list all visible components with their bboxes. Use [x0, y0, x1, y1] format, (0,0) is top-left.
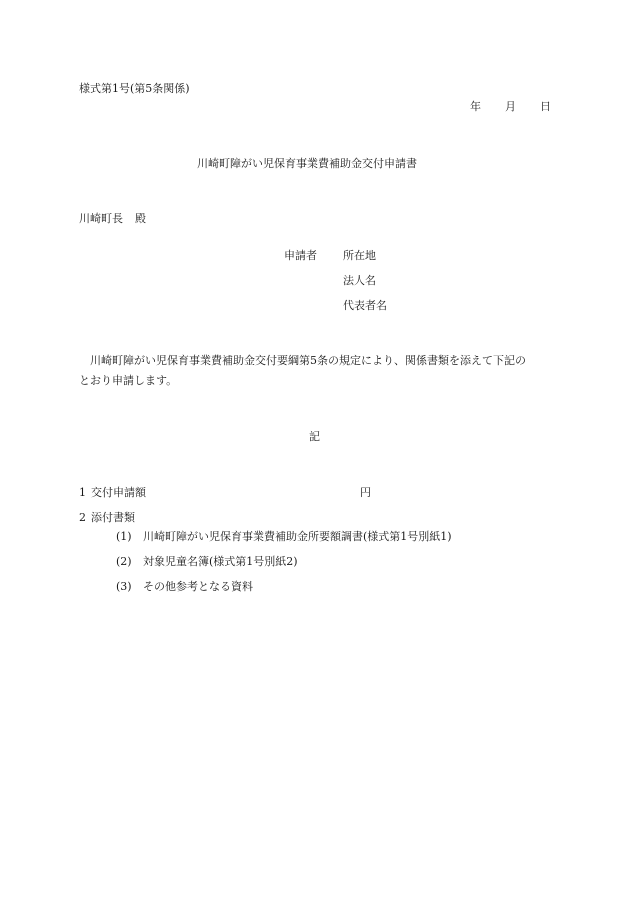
attachment-2-number: (2) [116, 555, 132, 568]
body-line-2: とおり申請します。 [79, 374, 178, 387]
applicant-address-label: 所在地 [343, 249, 376, 262]
date-year: 年 [470, 100, 481, 113]
attachment-2-text: 対象児童名簿(様式第1号別紙2) [143, 555, 298, 568]
item1-label: 交付申請額 [91, 486, 146, 499]
date-day: 日 [540, 100, 551, 113]
addressee [79, 212, 146, 226]
document-title: 川崎町障がい児保育事業費補助金交付申請書 [197, 157, 417, 170]
applicant-rep-label: 代表者名 [343, 299, 387, 312]
ki-heading: 記 [309, 430, 320, 443]
attachment-3-text: その他参考となる資料 [143, 580, 253, 593]
addressee-name: 川崎町長 [79, 212, 123, 225]
item1-unit: 円 [360, 486, 371, 499]
form-number: 様式第1号(第5条関係) [79, 82, 190, 95]
attachment-1-number: (1) [116, 530, 132, 543]
date-line [470, 100, 551, 114]
item1-number: 1 [79, 486, 86, 499]
date-month: 月 [505, 100, 516, 113]
attachment-3-number: (3) [116, 580, 132, 593]
addressee-honorific: 殿 [135, 212, 146, 225]
item2-number: 2 [79, 511, 86, 524]
applicant-corp-label: 法人名 [343, 274, 376, 287]
body-line-1: 川崎町障がい児保育事業費補助金交付要綱第5条の規定により、関係書類を添えて下記の [90, 354, 526, 367]
attachment-1-text: 川崎町障がい児保育事業費補助金所要額調書(様式第1号別紙1) [143, 530, 452, 543]
item2-label: 添付書類 [91, 511, 135, 524]
applicant-label: 申請者 [284, 249, 317, 262]
